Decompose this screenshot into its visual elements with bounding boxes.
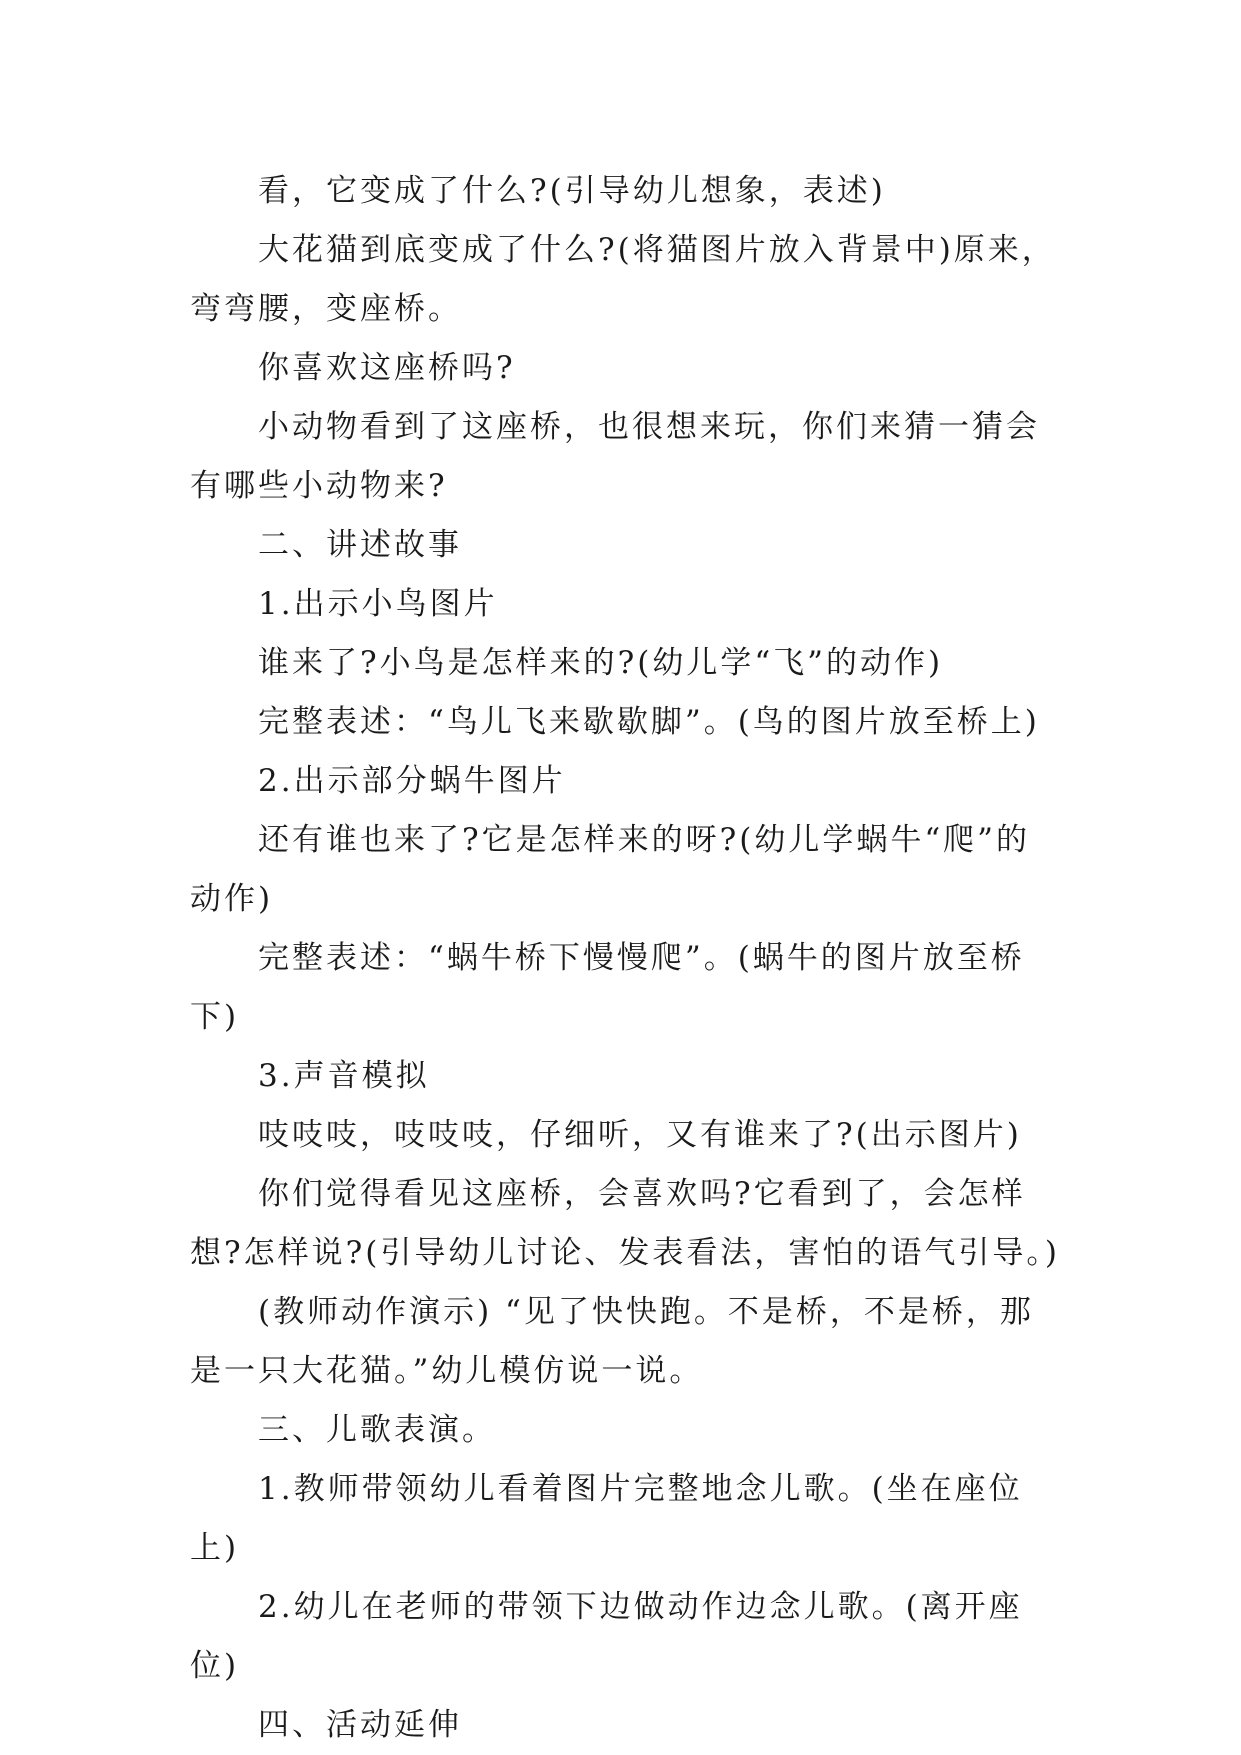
step-heading: 1.出示小鸟图片 [258, 586, 498, 622]
paragraph: 你喜欢这座桥吗? [258, 350, 516, 386]
paragraph: 完整表述：“鸟儿飞来歇歇脚”。(鸟的图片放至桥上) [258, 704, 1040, 740]
paragraph: 你们觉得看见这座桥，会喜欢吗?它看到了，会怎样想?怎样说?(引导幼儿讨论、发表看法，害怕的语气引导。) [190, 1176, 1060, 1271]
paragraph: 大花猫到底变成了什么?(将猫图片放入背景中)原来，弯弯腰，变座桥。 [190, 232, 1056, 327]
paragraph: 小动物看到了这座桥，也很想来玩，你们来猜一猜会有哪些小动物来? [190, 409, 1040, 504]
paragraph: (教师动作演示) “见了快快跑。不是桥，不是桥，那是一只大花猫。”幼儿模仿说一说。 [190, 1294, 1034, 1389]
paragraph: 谁来了?小鸟是怎样来的?(幼儿学“飞”的动作) [258, 645, 944, 681]
section-heading: 二、讲述故事 [258, 527, 462, 563]
paragraph: 1.教师带领幼儿看着图片完整地念儿歌。(坐在座位上) [190, 1471, 1023, 1566]
step-heading: 2.出示部分蜗牛图片 [258, 763, 566, 799]
paragraph: 吱吱吱，吱吱吱，仔细听，又有谁来了?(出示图片) [258, 1117, 1022, 1153]
section-heading: 三、儿歌表演。 [258, 1412, 496, 1448]
step-heading: 3.声音模拟 [258, 1058, 430, 1094]
paragraph: 还有谁也来了?它是怎样来的呀?(幼儿学蜗牛“爬”的动作) [190, 822, 1031, 917]
paragraph: 看，它变成了什么?(引导幼儿想象，表述) [258, 173, 886, 209]
document-body [190, 162, 1060, 1755]
section-heading: 四、活动延伸 [258, 1707, 462, 1743]
paragraph: 2.幼儿在老师的带领下边做动作边念儿歌。(离开座位) [190, 1589, 1023, 1684]
paragraph: 完整表述：“蜗牛桥下慢慢爬”。(蜗牛的图片放至桥下) [190, 940, 1025, 1035]
